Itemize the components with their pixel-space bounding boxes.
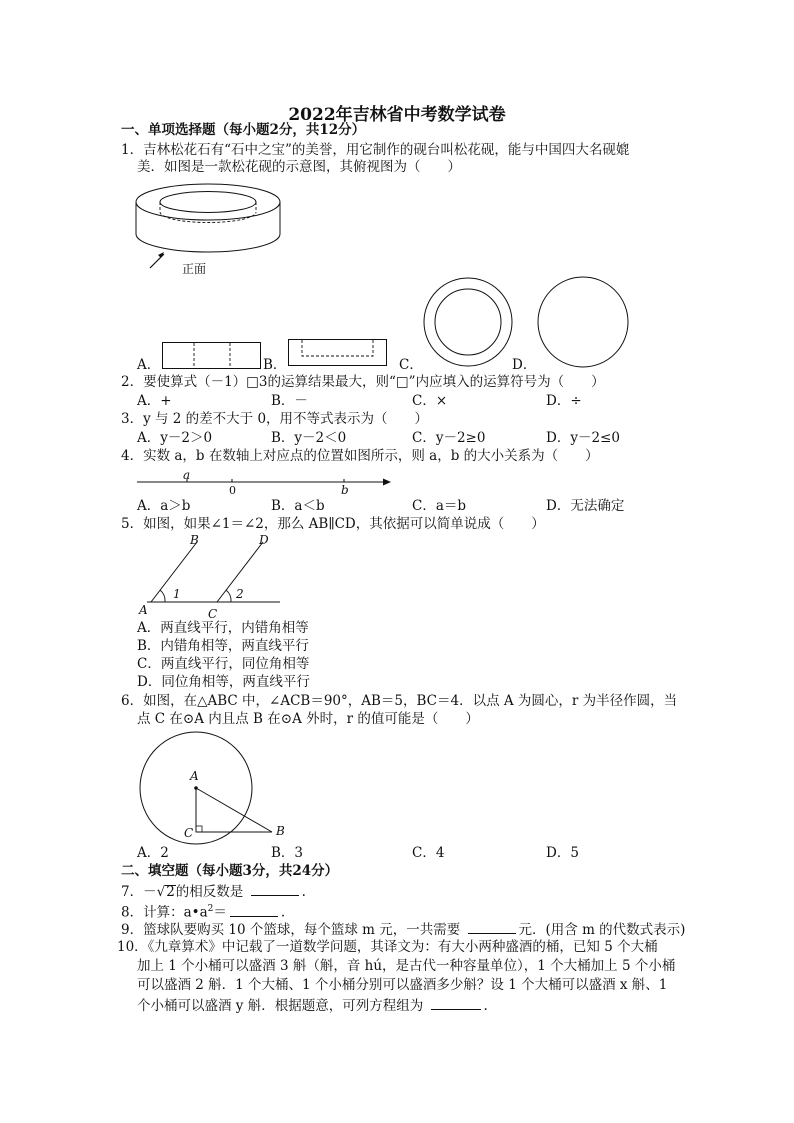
q9-suffix: 元．(用含 m 的代数式表示)	[518, 922, 686, 938]
q6-option-d[interactable]: D．5	[546, 845, 579, 861]
q5-label-2: 2	[236, 587, 244, 601]
q9-line	[121, 920, 685, 939]
sqrt-symbol: √	[156, 884, 166, 900]
q10-line3: 可以盛酒 2 斛．1 个大桶、1 个小桶分别可以盛酒多少斛？设 1 个大桶可以盛酒 x 斛、1	[137, 977, 668, 993]
q5-label-d: D	[259, 533, 269, 547]
q9-answer-blank[interactable]	[468, 920, 516, 934]
q7-suffix: 的相反数是	[175, 884, 244, 900]
number-line-label-0: 0	[229, 484, 236, 497]
q3-option-c[interactable]: C．y－2≥0	[412, 430, 486, 446]
q5-label-b: B	[190, 533, 199, 547]
q2-option-c[interactable]: C．×	[412, 393, 448, 409]
q5-option-d[interactable]: D．同位角相等，两直线平行	[137, 674, 310, 690]
q1-option-c[interactable]: C．	[399, 357, 423, 373]
q2-stem: 2．要使算式（－1）□3的运算结果最大，则“□”内应填入的运算符号为（ ）	[121, 374, 605, 390]
q5-label-1: 1	[173, 587, 181, 601]
q6-line2: 点 C 在⊙A 内且点 B 在⊙A 外时，r 的值可能是（ ）	[137, 711, 479, 727]
q1-option-a[interactable]: A．	[137, 357, 161, 373]
number-line-label-a: a	[183, 468, 191, 482]
q6-option-a[interactable]: A．2	[137, 845, 169, 861]
number-line-label-b: b	[341, 483, 349, 497]
q6-option-c[interactable]: C．4	[412, 845, 445, 861]
q1-front-label: 正面	[182, 262, 207, 276]
q6-option-b[interactable]: B．3	[271, 845, 304, 861]
q3-option-a[interactable]: A．y－2＞0	[137, 430, 213, 446]
q5-label-a: A	[139, 603, 148, 617]
q3-option-b[interactable]: B．y－2＜0	[271, 430, 347, 446]
q1-option-d-figure	[536, 276, 630, 370]
q5-option-a[interactable]: A．两直线平行，内错角相等	[137, 620, 309, 636]
q7-end: .	[301, 884, 306, 900]
q4-option-d[interactable]: D．无法确定	[546, 498, 625, 514]
q1-option-c-figure	[422, 276, 514, 368]
q6-line1: 6．如图，在△ABC 中，∠ACB＝90°，AB＝5，BC＝4．以点 A 为圆心，r 为半径作圆，当	[121, 693, 678, 709]
q5-option-b[interactable]: B．内错角相等，两直线平行	[137, 638, 309, 654]
q6-label-c: C	[184, 826, 194, 840]
q5-label-c: C	[208, 607, 218, 621]
q7-line	[121, 882, 306, 901]
q4-option-a[interactable]: A．a＞b	[137, 498, 191, 514]
q8-line	[121, 901, 285, 922]
q3-option-d[interactable]: D．y－2≤0	[546, 430, 620, 446]
section-heading-choice: 一、单项选择题（每小题2分，共12分）	[121, 122, 366, 138]
q1-option-d[interactable]: D．	[512, 357, 537, 373]
q2-option-b[interactable]: B．－	[271, 393, 308, 409]
q7-radicand: 2	[166, 884, 175, 900]
q3-stem: 3．y 与 2 的差不大于 0，用不等式表示为（ ）	[121, 411, 429, 427]
q1-option-a-figure	[162, 342, 262, 370]
parallel-lines-figure	[145, 540, 285, 612]
page-title: 2022年吉林省中考数学试卷	[288, 105, 506, 125]
q1-option-b[interactable]: B．	[263, 357, 287, 373]
q10-end: .	[483, 998, 488, 1014]
q8-answer-blank[interactable]	[230, 903, 278, 917]
q1-line2: 美．如图是一款松花砚的示意图，其俯视图为（ ）	[137, 159, 461, 175]
q6-label-a: A	[190, 769, 199, 783]
q2-option-d[interactable]: D．÷	[546, 393, 582, 409]
q7-answer-blank[interactable]	[251, 882, 299, 896]
q5-stem: 5．如图，如果∠1＝∠2，那么 AB∥CD，其依据可以简单说成（ ）	[121, 516, 545, 532]
q4-stem: 4．实数 a，b 在数轴上对应点的位置如图所示，则 a，b 的大小关系为（ ）	[121, 448, 599, 464]
q10-answer-blank[interactable]	[431, 996, 481, 1010]
q10-line4: 个小桶可以盛酒 y 斛．根据题意，可列方程组为	[137, 998, 424, 1014]
q8-mid: ＝	[213, 904, 227, 921]
q1-option-b-figure	[288, 339, 388, 367]
q10-line4-wrap	[137, 996, 488, 1015]
q4-option-b[interactable]: B．a＜b	[271, 498, 325, 514]
q8-end: .	[280, 904, 286, 921]
number-line-figure	[137, 472, 397, 496]
q2-option-a[interactable]: A．+	[137, 393, 172, 409]
q9-prefix: 9．篮球队要购买 10 个篮球，每个篮球 m 元，一共需要	[121, 922, 461, 938]
q5-option-c[interactable]: C．两直线平行，同位角相等	[137, 656, 310, 672]
q10-line2: 加上 1 个小桶可以盛酒 3 斛（斛，音 hú，是古代一种容量单位），1 个大桶加上 5 个小桶	[137, 958, 676, 974]
q6-label-b: B	[276, 824, 285, 838]
circle-triangle-figure	[138, 732, 288, 842]
q8-prefix: 8．计算：a•a	[121, 904, 208, 921]
section-heading-fill: 二、填空题（每小题3分，共24分）	[121, 863, 339, 879]
q7-prefix: 7．－	[121, 884, 157, 900]
inkstone-figure	[130, 178, 290, 278]
q8-exponent: 2	[207, 904, 214, 914]
q10-line1: 10．《九章算术》中记载了一道数学问题，其译文为：有大小两种盛酒的桶，已知 5 个大桶	[117, 939, 658, 955]
q4-option-c[interactable]: C．a＝b	[412, 498, 467, 514]
q1-line1: 1．吉林松花石有“石中之宝”的美誉，用它制作的砚台叫松花砚，能与中国四大名砚媲	[121, 142, 630, 158]
